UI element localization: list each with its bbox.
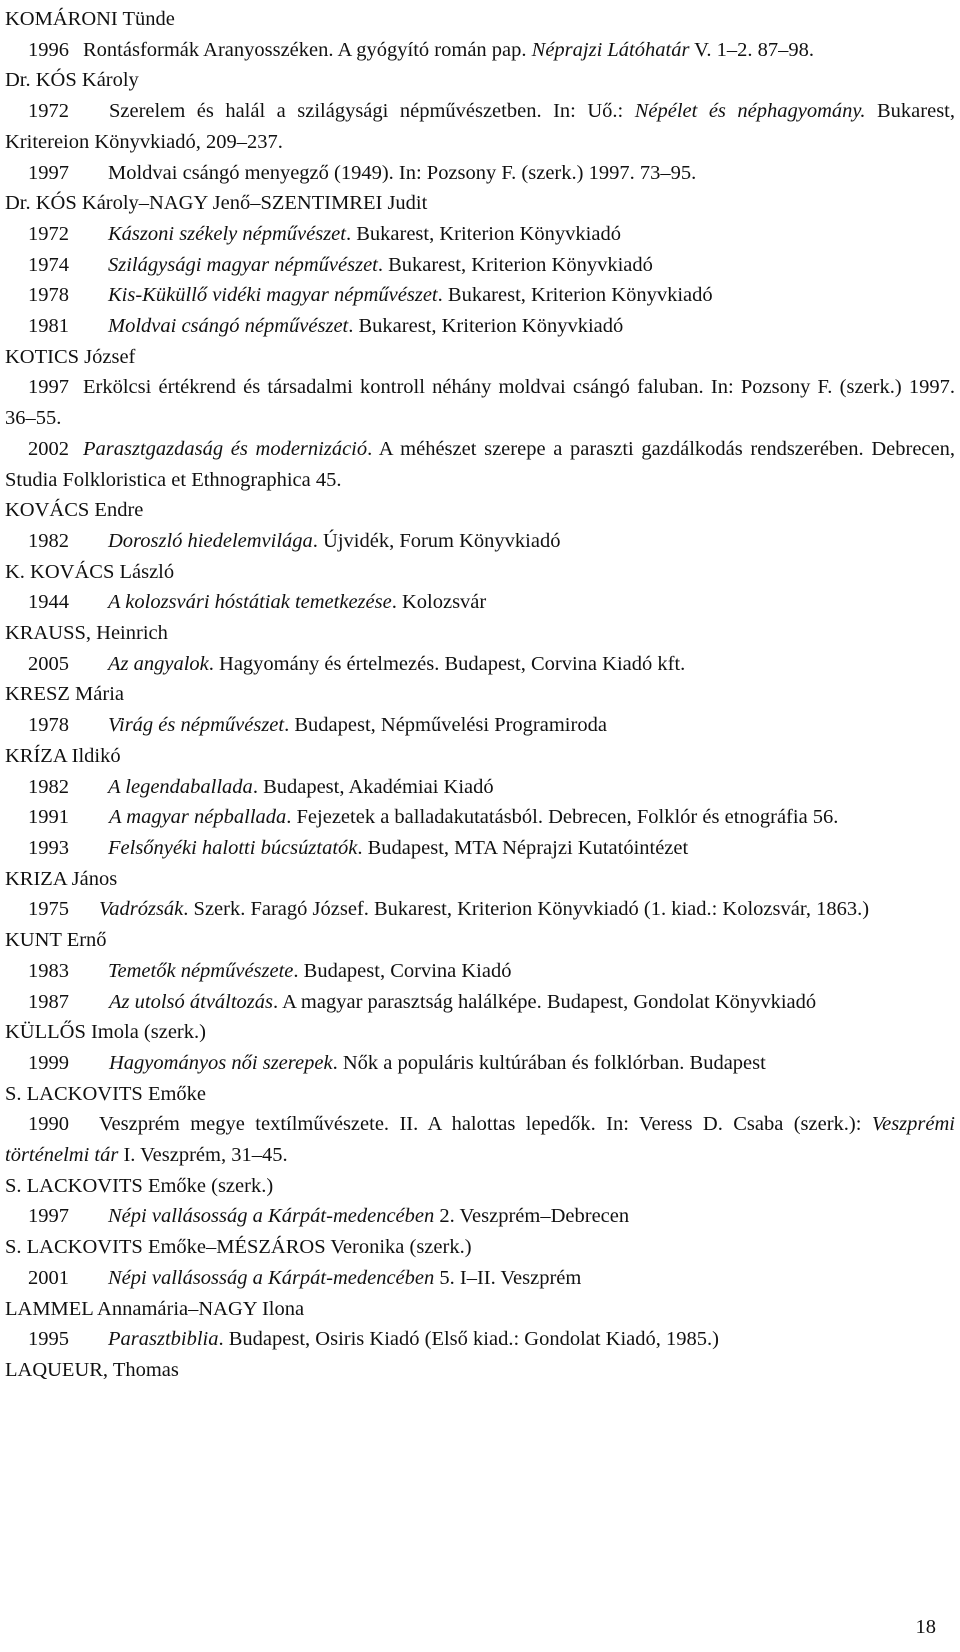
entry-text: . Budapest, Corvina Kiadó: [293, 959, 512, 982]
entry-year: 1982: [28, 775, 69, 798]
bibliography-entry: [5, 35, 955, 66]
entry-year: 1975: [28, 898, 69, 921]
entry-title: Az utolsó átváltozás: [109, 990, 274, 1013]
entry-text: . Nők a populáris kultúrában és folklórban. Budapest: [332, 1051, 766, 1074]
entry-title: Parasztbiblia: [108, 1328, 219, 1351]
bibliography-entry: [5, 649, 955, 680]
entry-title: Hagyományos női szerepek: [109, 1051, 333, 1074]
entry-text: . Budapest, Népművelési Programiroda: [284, 714, 607, 737]
bibliography-entry: [5, 96, 955, 157]
entry-text: Szerelem és halál a szilágysági népművészetben. In: Uő.:: [109, 100, 635, 123]
bibliography-entry: [5, 372, 955, 433]
entry-text: Moldvai csángó menyegző (1949). In: Pozsony F. (szerk.) 1997. 73–95.: [108, 161, 697, 184]
author-name: KOTICS József: [5, 345, 136, 368]
bibliography-entry: [5, 158, 955, 189]
bibliography-entry: [5, 587, 955, 618]
entry-year: 1982: [28, 529, 69, 552]
entry-year: 1978: [28, 714, 69, 737]
entry-year: 1981: [28, 315, 69, 338]
bibliography-entry: [5, 894, 955, 925]
entry-text: . Bukarest, Kriterion Könyvkiadó: [377, 253, 653, 276]
entry-text: . Budapest, MTA Néprajzi Kutatóintézet: [357, 836, 689, 859]
bibliography-list: [5, 4, 955, 1386]
author-name: KRESZ Mária: [5, 683, 124, 706]
bibliography-entry: [5, 1109, 955, 1170]
entry-title: A legendaballada: [108, 775, 253, 798]
bibliography-entry: [5, 833, 955, 864]
entry-year: 1983: [28, 959, 69, 982]
entry-text: Rontásformák Aranyosszéken. A gyógyító román pap.: [83, 38, 532, 61]
bibliography-entry: [5, 772, 955, 803]
entry-text: 2. Veszprém–Debrecen: [434, 1205, 630, 1228]
author-name: KÜLLŐS Imola (szerk.): [5, 1021, 206, 1044]
entry-text: . Bukarest, Kriterion Könyvkiadó: [437, 284, 713, 307]
entry-title: Veszprémi történelmi tár: [5, 1113, 955, 1167]
bibliography-entry: [5, 280, 955, 311]
entry-year: 1944: [28, 591, 69, 614]
entry-year: 1997: [28, 1205, 69, 1228]
entry-text: . Újvidék, Forum Könyvkiadó: [312, 529, 561, 552]
author-name: KRIZA János: [5, 867, 118, 890]
entry-title: Moldvai csángó népművészet: [108, 315, 349, 338]
bibliography-entry: [5, 956, 955, 987]
entry-year: 1972: [28, 222, 69, 245]
author-name: KOMÁRONI Tünde: [5, 8, 175, 30]
entry-text: . Budapest, Osiris Kiadó (Első kiad.: Gondolat Kiadó, 1985.): [218, 1328, 719, 1351]
entry-title: A magyar népballada: [109, 806, 287, 829]
entry-year: 2002: [28, 437, 69, 460]
bibliography-entry: [5, 526, 955, 557]
entry-year: 1999: [28, 1051, 69, 1074]
page-number: 18: [915, 1616, 936, 1638]
author-name: LAMMEL Annamária–NAGY Ilona: [5, 1297, 305, 1320]
bibliography-entry: [5, 1263, 955, 1294]
entry-year: 1987: [28, 990, 69, 1013]
author-name: KUNT Ernő: [5, 929, 107, 952]
entry-year: 1997: [28, 161, 69, 184]
author-name: S. LACKOVITS Emőke: [5, 1082, 207, 1105]
entry-title: Néprajzi Látóhatár: [531, 38, 690, 61]
entry-text: . A magyar parasztság halálképe. Budapest, Gondolat Könyvkiadó: [273, 990, 817, 1013]
author-name: Dr. KÓS Károly–NAGY Jenő–SZENTIMREI Judit: [5, 192, 428, 215]
author-name: KOVÁCS Endre: [5, 499, 144, 522]
entry-text: . Bukarest, Kriterion Könyvkiadó: [345, 222, 621, 245]
entry-year: 1978: [28, 284, 69, 307]
entry-title: Doroszló hiedelemvilága: [108, 529, 313, 552]
author-name: Dr. KÓS Károly: [5, 69, 139, 92]
entry-title: Népi vallásosság a Kárpát-medencében: [108, 1205, 435, 1228]
entry-title: Népélet és néphagyomány.: [634, 100, 866, 123]
entry-text: . A méhészet szerepe a paraszti gazdálkodás rendszerében. Debrecen, Studia Folkloristica et Ethnographica 45.: [5, 437, 955, 491]
entry-title: Temetők népművészete: [108, 959, 294, 982]
bibliography-entry: [5, 987, 955, 1018]
entry-text: . Budapest, Akadémiai Kiadó: [252, 775, 494, 798]
bibliography-entry: [5, 1201, 955, 1232]
entry-title: Népi vallásosság a Kárpát-medencében: [108, 1266, 435, 1289]
entry-year: 1991: [28, 806, 69, 829]
entry-year: 1995: [28, 1328, 69, 1351]
entry-year: 1997: [28, 376, 69, 399]
entry-title: Felsőnyéki halotti búcsúztatók: [108, 836, 358, 859]
author-name: KRAUSS, Heinrich: [5, 622, 168, 645]
entry-text: . Bukarest, Kriterion Könyvkiadó: [348, 315, 624, 338]
bibliography-entry: [5, 311, 955, 342]
entry-text: I. Veszprém, 31–45.: [118, 1144, 288, 1167]
bibliography-entry: [5, 1048, 955, 1079]
entry-year: 1974: [28, 253, 69, 276]
entry-text: . Hagyomány és értelmezés. Budapest, Corvina Kiadó kft.: [208, 652, 686, 675]
author-name: S. LACKOVITS Emőke (szerk.): [5, 1174, 274, 1197]
bibliography-entry: [5, 1324, 955, 1355]
entry-text: . Fejezetek a balladakutatásból. Debrecen, Folklór és etnográfia 56.: [286, 806, 839, 829]
bibliography-entry: [5, 219, 955, 250]
entry-title: Kászoni székely népművészet: [108, 222, 346, 245]
entry-year: 2001: [28, 1266, 69, 1289]
entry-title: Vadrózsák: [99, 898, 184, 921]
author-name: K. KOVÁCS László: [5, 560, 175, 583]
entry-year: 1993: [28, 836, 69, 859]
author-name: S. LACKOVITS Emőke–MÉSZÁROS Veronika (szerk.): [5, 1236, 472, 1259]
bibliography-entry: [5, 710, 955, 741]
entry-text: Erkölcsi értékrend és társadalmi kontroll néhány moldvai csángó faluban. In: Pozsony F. (szerk.) 1997. 36–55.: [5, 376, 955, 430]
entry-year: 1996: [28, 38, 69, 61]
author-name: LAQUEUR, Thomas: [5, 1358, 179, 1381]
entry-title: Parasztgazdaság és modernizáció: [83, 437, 368, 460]
entry-text: V. 1–2. 87–98.: [689, 38, 814, 61]
entry-text: 5. I–II. Veszprém: [434, 1266, 582, 1289]
bibliography-entry: [5, 802, 955, 833]
entry-year: 1990: [28, 1113, 69, 1136]
entry-text: Bukarest, Kritereion Könyvkiadó, 209–237.: [5, 100, 955, 153]
entry-title: Szilágysági magyar népművészet: [108, 253, 378, 276]
entry-year: 1972: [28, 100, 69, 123]
entry-text: Veszprém megye textílművészete. II. A halottas lepedők. In: Veress D. Csaba (szerk.):: [99, 1113, 872, 1136]
bibliography-entry: [5, 434, 955, 495]
author-name: KRÍZA Ildikó: [5, 744, 121, 767]
entry-title: Virág és népművészet: [108, 714, 285, 737]
entry-title: Az angyalok: [108, 652, 209, 675]
entry-text: . Szerk. Faragó József. Bukarest, Kriterion Könyvkiadó (1. kiad.: Kolozsvár, 1863.): [183, 898, 870, 921]
entry-year: 2005: [28, 652, 69, 675]
entry-title: Kis-Küküllő vidéki magyar népművészet: [108, 284, 438, 307]
bibliography-entry: [5, 250, 955, 281]
entry-text: . Kolozsvár: [391, 591, 487, 614]
entry-title: A kolozsvári hóstátiak temetkezése: [108, 591, 392, 614]
